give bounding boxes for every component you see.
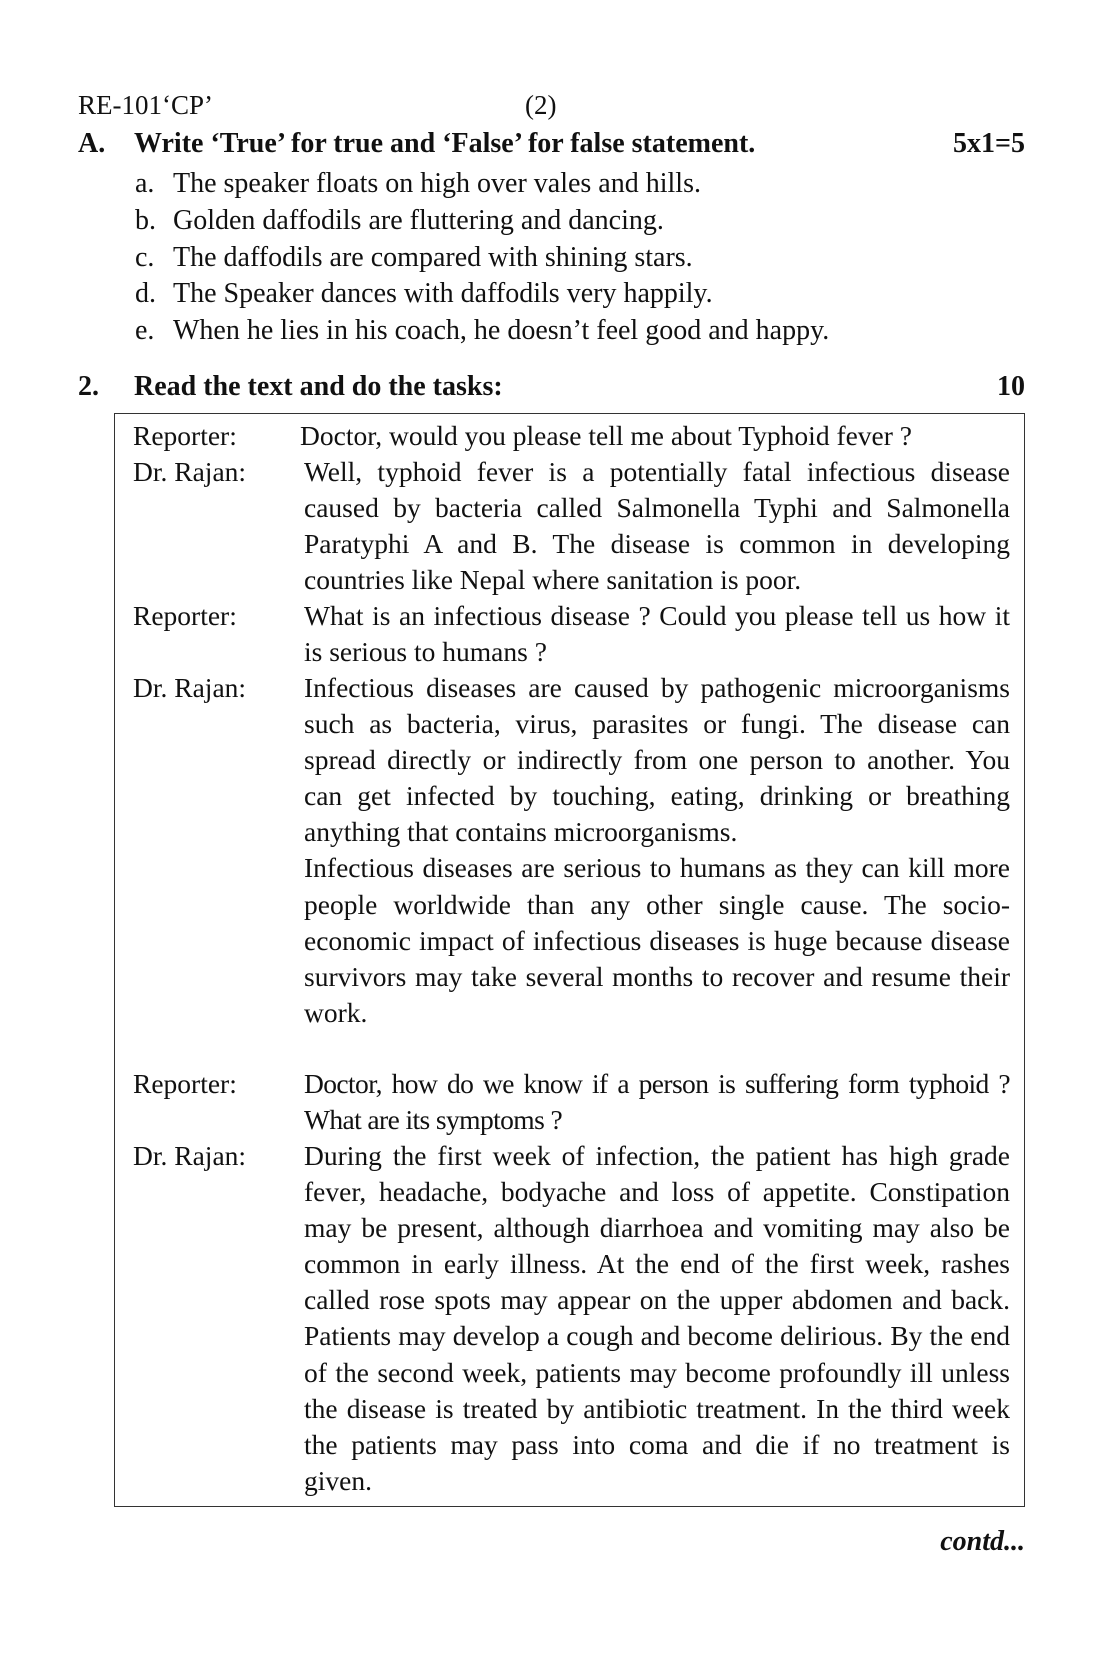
dialogue-paragraph: Doctor, how do we know if a person is suffering form typhoid ? What are its symptoms ? xyxy=(304,1068,1010,1136)
speaker-label: Reporter: xyxy=(133,420,237,451)
item-text: Golden daffodils are fluttering and dancing. xyxy=(173,204,664,236)
dialogue-turn xyxy=(133,418,1010,454)
continued-note: contd... xyxy=(940,1526,1025,1557)
item-letter: a. xyxy=(135,168,155,199)
dialogue-turn xyxy=(133,598,1010,670)
dialogue-turn xyxy=(133,1138,1010,1499)
paper-code: RE-101‘CP’ xyxy=(78,90,213,120)
dialogue-paragraph: Well, typhoid fever is a potentially fatal infectious disease caused by bacteria called Salmonella Typhi and Salmonella Paratyphi A and B. The disease is common in developing countries like Nepal where sanitation is poor. xyxy=(304,456,1010,596)
page-number: (2) xyxy=(525,90,557,120)
statement-item xyxy=(135,240,829,277)
dialogue-turn xyxy=(133,670,1010,1031)
item-letter: d. xyxy=(135,278,156,310)
dialogue-paragraph: Doctor, would you please tell me about Typhoid fever ? xyxy=(300,420,912,451)
item-text: When he lies in his coach, he doesn’t feel good and happy. xyxy=(173,315,830,347)
item-text: The Speaker dances with daffodils very happily. xyxy=(173,278,713,310)
item-letter: b. xyxy=(135,204,156,236)
section-a-instruction: Write ‘True’ for true and ‘False’ for false statement. xyxy=(134,128,756,159)
statement-item xyxy=(135,203,829,240)
section-2-number: 2. xyxy=(78,371,99,402)
statement-item xyxy=(135,276,829,313)
dialogue-paragraph: During the first week of infection, the patient has high grade fever, headache, bodyache and loss of appetite. Constipation may be present, although diarrhoea and vomiting may also be common in early illness. At the end of the first week, rashes called rose spots may appear on the upper abdomen and back. Patients may develop a cough and become delirious. By the end of the second week, patients may become profoundly ill unless the disease is treated by antibiotic treatment. In the third week the patients may pass into coma and die if no treatment is given. xyxy=(304,1140,1010,1496)
speaker-label: Dr. Rajan: xyxy=(133,456,247,487)
dialogue-turn xyxy=(133,454,1010,598)
speaker-label: Dr. Rajan: xyxy=(133,1140,247,1171)
item-letter: c. xyxy=(135,241,155,273)
item-text: The speaker floats on high over vales and hills. xyxy=(173,168,701,199)
dialogue-paragraph: Infectious diseases are serious to humans as they can kill more people worldwide than any other single cause. The socio-economic impact of infectious diseases is huge because disease survivors may take several months to recover and resume their work. xyxy=(304,852,1010,1028)
section-2-marks: 10 xyxy=(997,371,1025,402)
speaker-label: Reporter: xyxy=(133,600,237,631)
dialogue-paragraph: Infectious diseases are caused by pathogenic microorganisms such as bacteria, virus, parasites or fungi. The disease can spread directly or indirectly from one person to another. You can get infected by touching, eating, drinking or breathing anything that contains microorganisms. xyxy=(304,672,1010,848)
dialogue-paragraph: What is an infectious disease ? Could you please tell us how it is serious to humans ? xyxy=(304,600,1010,668)
section-a-number: A. xyxy=(78,128,106,159)
dialogue-turn xyxy=(133,1066,1010,1138)
item-text: The daffodils are compared with shining stars. xyxy=(173,241,693,273)
item-letter: e. xyxy=(135,315,155,347)
statement-item xyxy=(135,313,829,350)
section-a-marks: 5x1=5 xyxy=(953,128,1025,159)
section-2-instruction: Read the text and do the tasks: xyxy=(134,371,503,402)
speaker-label: Dr. Rajan: xyxy=(133,672,247,703)
statement-item xyxy=(135,166,829,203)
true-false-list xyxy=(135,166,829,350)
speaker-label: Reporter: xyxy=(133,1068,237,1099)
